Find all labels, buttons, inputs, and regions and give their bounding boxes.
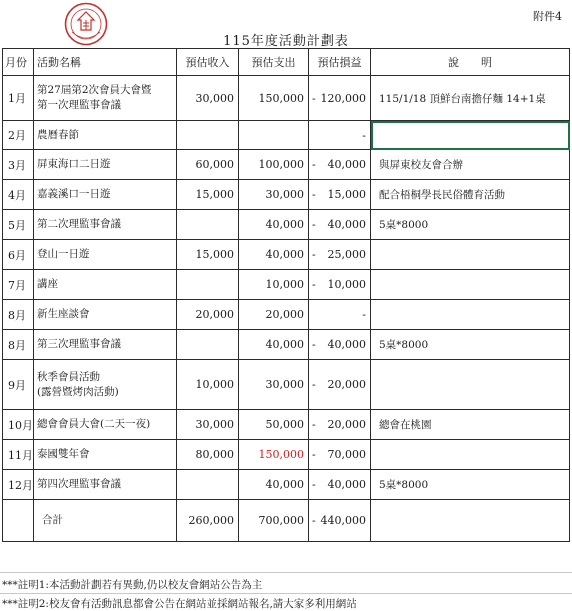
profit-value: 25,000 bbox=[327, 248, 366, 261]
activity-name-cell[interactable] bbox=[34, 210, 177, 240]
header-note: 說 明 bbox=[371, 49, 570, 76]
expense-cell[interactable]: 50,000 bbox=[239, 410, 309, 440]
activity-name-line: 第二次理監事會議 bbox=[37, 218, 121, 230]
activity-name-cell[interactable] bbox=[34, 180, 177, 210]
profit-cell[interactable] bbox=[309, 360, 371, 410]
activity-name-line: 登山一日遊 bbox=[37, 248, 90, 260]
income-cell[interactable] bbox=[177, 210, 239, 240]
activity-name-line: 第四次理監事會議 bbox=[37, 478, 121, 490]
minus-sign: - bbox=[312, 218, 316, 231]
note-cell[interactable]: 配合梧桐學長民俗體育活動 bbox=[371, 180, 570, 210]
profit-cell[interactable] bbox=[309, 500, 371, 542]
page-title: 115年度活動計劃表 bbox=[223, 34, 349, 49]
table-row bbox=[3, 330, 570, 360]
profit-value: 40,000 bbox=[327, 338, 366, 351]
activity-name-line: 講座 bbox=[37, 278, 58, 290]
table-row bbox=[3, 270, 570, 300]
income-cell[interactable] bbox=[177, 470, 239, 500]
month-cell[interactable] bbox=[3, 500, 34, 542]
activity-name-cell[interactable] bbox=[34, 240, 177, 270]
divider bbox=[0, 572, 572, 573]
table-row bbox=[3, 76, 570, 121]
note-cell[interactable]: 5桌*8000 bbox=[371, 210, 570, 240]
profit-cell[interactable] bbox=[309, 300, 371, 330]
note-cell[interactable]: 5桌*8000 bbox=[371, 470, 570, 500]
profit-value: - bbox=[362, 308, 366, 321]
activity-name-line: 第一次理監事會議 bbox=[37, 99, 121, 111]
income-cell[interactable]: 20,000 bbox=[177, 300, 239, 330]
minus-sign: - bbox=[312, 91, 316, 105]
note-cell[interactable]: 5桌*8000 bbox=[371, 330, 570, 360]
expense-cell[interactable]: 100,000 bbox=[239, 150, 309, 180]
note-cell[interactable]: 與屏東校友會合辦 bbox=[371, 150, 570, 180]
profit-cell[interactable] bbox=[309, 410, 371, 440]
profit-value: 20,000 bbox=[327, 418, 366, 431]
table-row bbox=[3, 470, 570, 500]
profit-cell[interactable] bbox=[309, 150, 371, 180]
expense-cell[interactable]: 40,000 bbox=[239, 330, 309, 360]
attachment-label: 附件4 bbox=[533, 10, 562, 23]
profit-value: 40,000 bbox=[327, 158, 366, 171]
profit-value: 440,000 bbox=[320, 514, 366, 527]
profit-cell[interactable] bbox=[309, 121, 371, 150]
income-cell[interactable]: 30,000 bbox=[177, 410, 239, 440]
activity-name-line: (露營暨烤肉活動) bbox=[37, 385, 119, 398]
note-cell[interactable] bbox=[371, 500, 570, 542]
table-header-row bbox=[3, 49, 570, 76]
income-cell[interactable] bbox=[177, 270, 239, 300]
table-row bbox=[3, 410, 570, 440]
month-cell[interactable]: 4月 bbox=[3, 180, 34, 210]
income-cell[interactable] bbox=[177, 121, 239, 150]
activity-name-line: 秋季會員活動 bbox=[37, 370, 100, 383]
table-row bbox=[3, 240, 570, 270]
expense-cell[interactable]: 150,000 bbox=[239, 76, 309, 121]
activity-name-line: 第三次理監事會議 bbox=[37, 338, 121, 350]
activity-name-cell[interactable] bbox=[34, 470, 177, 500]
profit-value: 20,000 bbox=[327, 378, 366, 391]
month-cell[interactable]: 10月 bbox=[3, 410, 34, 440]
profit-value: 40,000 bbox=[327, 478, 366, 491]
profit-cell[interactable] bbox=[309, 180, 371, 210]
activity-name-cell[interactable] bbox=[34, 330, 177, 360]
activity-name-cell[interactable] bbox=[34, 76, 177, 121]
activity-name-line: 合計 bbox=[42, 514, 63, 526]
profit-value: 70,000 bbox=[327, 448, 366, 461]
activity-name-cell[interactable] bbox=[34, 121, 177, 150]
expense-cell[interactable] bbox=[239, 121, 309, 150]
income-cell[interactable]: 80,000 bbox=[177, 440, 239, 470]
note-cell[interactable] bbox=[371, 360, 570, 410]
month-cell[interactable]: 6月 bbox=[3, 240, 34, 270]
activity-name-cell[interactable] bbox=[34, 360, 177, 410]
month-cell[interactable]: 11月 bbox=[3, 440, 34, 470]
activity-name-line: 新生座談會 bbox=[37, 308, 90, 320]
profit-cell[interactable] bbox=[309, 440, 371, 470]
activity-plan-table bbox=[2, 48, 570, 542]
profit-cell[interactable] bbox=[309, 240, 371, 270]
month-cell[interactable]: 8月 bbox=[3, 300, 34, 330]
month-cell[interactable]: 3月 bbox=[3, 150, 34, 180]
profit-cell[interactable] bbox=[309, 76, 371, 121]
profit-cell[interactable] bbox=[309, 470, 371, 500]
month-cell[interactable]: 2月 bbox=[3, 121, 34, 150]
minus-sign: - bbox=[312, 278, 316, 291]
profit-cell[interactable] bbox=[309, 330, 371, 360]
activity-name-line: 第27屆第2次會員大會暨 bbox=[37, 84, 152, 96]
header-name: 活動名稱 bbox=[34, 49, 177, 76]
income-cell[interactable]: 10,000 bbox=[177, 360, 239, 410]
header-expense: 預估支出 bbox=[239, 49, 309, 76]
expense-cell[interactable]: 150,000 bbox=[239, 440, 309, 470]
note-cell[interactable] bbox=[371, 300, 570, 330]
activity-name-cell[interactable] bbox=[34, 270, 177, 300]
expense-cell[interactable]: 40,000 bbox=[239, 210, 309, 240]
note-cell[interactable]: 115/1/18 頂鮮台南擔仔麵 14+1桌 bbox=[371, 76, 570, 121]
header-income: 預估收入 bbox=[177, 49, 239, 76]
table-row bbox=[3, 360, 570, 410]
income-cell[interactable]: 15,000 bbox=[177, 180, 239, 210]
activity-name-line: 農曆春節 bbox=[37, 128, 79, 141]
month-cell[interactable]: 7月 bbox=[3, 270, 34, 300]
minus-sign: - bbox=[312, 378, 316, 391]
table-row bbox=[3, 210, 570, 240]
minus-sign: - bbox=[312, 188, 316, 201]
profit-value: 15,000 bbox=[327, 188, 366, 201]
activity-name-cell[interactable] bbox=[34, 150, 177, 180]
expense-cell[interactable]: 40,000 bbox=[239, 240, 309, 270]
profit-cell[interactable] bbox=[309, 210, 371, 240]
table-row bbox=[3, 121, 570, 150]
minus-sign: - bbox=[312, 448, 316, 461]
income-cell[interactable]: 260,000 bbox=[177, 500, 239, 542]
header-month: 月份 bbox=[3, 49, 34, 76]
header-profit: 預估損益 bbox=[309, 49, 371, 76]
table-row bbox=[3, 300, 570, 330]
table-row bbox=[3, 180, 570, 210]
income-cell[interactable]: 15,000 bbox=[177, 240, 239, 270]
table-row bbox=[3, 150, 570, 180]
month-cell[interactable]: 9月 bbox=[3, 360, 34, 410]
activity-name-cell[interactable] bbox=[34, 300, 177, 330]
income-cell[interactable]: 60,000 bbox=[177, 150, 239, 180]
footnote-1: ***註明1:本活動計劃若有異動,仍以校友會網站公告為主 bbox=[2, 579, 263, 591]
income-cell[interactable] bbox=[177, 330, 239, 360]
profit-cell[interactable] bbox=[309, 270, 371, 300]
activity-name-line: 泰國雙年會 bbox=[37, 448, 90, 460]
activity-name-cell[interactable] bbox=[34, 500, 177, 542]
minus-sign: - bbox=[312, 338, 316, 351]
profit-value: - bbox=[362, 128, 366, 142]
table-row bbox=[3, 440, 570, 470]
expense-cell[interactable]: 30,000 bbox=[239, 360, 309, 410]
note-cell[interactable]: 總會在桃園 bbox=[371, 410, 570, 440]
note-cell[interactable] bbox=[371, 270, 570, 300]
minus-sign: - bbox=[312, 418, 316, 431]
expense-cell[interactable]: 30,000 bbox=[239, 180, 309, 210]
expense-cell[interactable]: 10,000 bbox=[239, 270, 309, 300]
minus-sign: - bbox=[312, 248, 316, 261]
profit-value: 120,000 bbox=[320, 91, 366, 105]
income-cell[interactable]: 30,000 bbox=[177, 76, 239, 121]
activity-name-line: 屏東海口二日遊 bbox=[37, 158, 111, 170]
minus-sign: - bbox=[312, 478, 316, 491]
total-row bbox=[3, 500, 570, 542]
month-cell[interactable]: 12月 bbox=[3, 470, 34, 500]
note-cell[interactable] bbox=[371, 440, 570, 470]
minus-sign: - bbox=[312, 514, 316, 527]
month-cell[interactable]: 5月 bbox=[3, 210, 34, 240]
month-cell[interactable]: 8月 bbox=[3, 330, 34, 360]
expense-cell[interactable]: 40,000 bbox=[239, 470, 309, 500]
minus-sign: - bbox=[312, 158, 316, 171]
divider bbox=[0, 593, 572, 594]
note-cell[interactable] bbox=[371, 121, 570, 150]
footnote-2: ***註明2:校友會有活動訊息都會公告在網站並採網站報名,請大家多利用網站 bbox=[2, 598, 357, 610]
note-cell[interactable] bbox=[371, 240, 570, 270]
activity-name-line: 嘉義溪口一日遊 bbox=[37, 188, 111, 200]
expense-cell[interactable]: 20,000 bbox=[239, 300, 309, 330]
month-cell[interactable]: 1月 bbox=[3, 76, 34, 121]
profit-value: 10,000 bbox=[327, 278, 366, 291]
profit-value: 40,000 bbox=[327, 218, 366, 231]
expense-cell[interactable]: 700,000 bbox=[239, 500, 309, 542]
activity-name-cell[interactable] bbox=[34, 440, 177, 470]
activity-name-line: 總會會員大會(二天一夜) bbox=[37, 418, 151, 430]
activity-name-cell[interactable] bbox=[34, 410, 177, 440]
